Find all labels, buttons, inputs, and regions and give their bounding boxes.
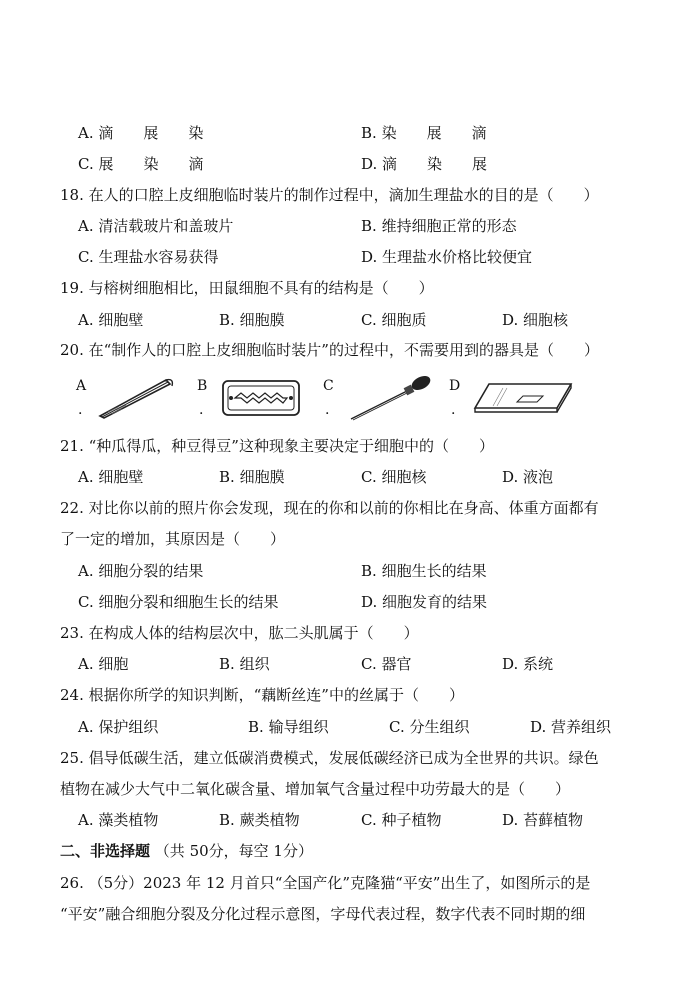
option-letter: C.	[361, 468, 377, 486]
q21-option-d	[502, 467, 553, 487]
option-text: 保护组织	[98, 718, 159, 736]
q22-option-d	[361, 592, 487, 612]
option-text: 细胞壁	[98, 468, 144, 486]
option-letter: C.	[361, 811, 377, 829]
section-title: 二、非选择题	[60, 842, 151, 860]
option-letter: D.	[502, 468, 519, 486]
option-text: 组织	[239, 655, 270, 673]
option-text: 细胞发育的结果	[382, 593, 488, 611]
q19-option-b	[219, 310, 285, 330]
q17-option-a	[78, 123, 203, 143]
q25-stem-line2: 植物在减少大气中二氧化碳含量、增加氧气含量过程中功劳最大的是（ ）	[60, 780, 571, 798]
option-letter: C	[323, 378, 334, 394]
option-letter: B.	[248, 718, 264, 736]
option-text: 生理盐水价格比较便宜	[382, 248, 533, 266]
q20-option-b	[197, 374, 312, 424]
option-letter: D.	[530, 718, 547, 736]
option-letter: D.	[502, 655, 519, 673]
option-text: 细胞分裂的结果	[98, 562, 204, 580]
option-text: 染 展 滴	[381, 124, 487, 142]
q25-option-d	[502, 810, 583, 830]
option-letter: D	[449, 378, 461, 394]
q23-stem: 23. 在构成人体的结构层次中，肱二头肌属于（ ）	[60, 624, 419, 642]
option-letter: A.	[78, 811, 94, 829]
option-text: 细胞分裂和细胞生长的结果	[98, 593, 279, 611]
q18-option-c	[78, 247, 219, 267]
option-text: 细胞质	[381, 311, 427, 329]
q20-option-c	[323, 374, 438, 424]
option-text: 种子植物	[381, 811, 442, 829]
option-text: 输导组织	[268, 718, 329, 736]
option-text: 细胞生长的结果	[381, 562, 487, 580]
q26-line1: 26. （5分）2023 年 12 月首只“全国产化”克隆猫“平安”出生了，如图所示的是	[60, 874, 591, 892]
q23-option-b	[219, 654, 270, 674]
q25-stem-line1: 25. 倡导低碳生活，建立低碳消费模式，发展低碳经济已成为全世界的共识。绿色	[60, 749, 599, 767]
q22-option-b	[361, 561, 487, 581]
option-letter: A.	[78, 562, 94, 580]
q17-option-b	[361, 123, 487, 143]
option-text: 细胞膜	[239, 311, 285, 329]
option-letter: C.	[389, 718, 405, 736]
q18-option-b	[361, 216, 517, 236]
glass-slide-icon	[473, 378, 573, 418]
q23-option-d	[502, 654, 553, 674]
option-letter: A.	[78, 217, 94, 235]
q25-option-a	[78, 810, 158, 830]
q24-option-b	[248, 717, 329, 737]
option-text: 营养组织	[551, 718, 612, 736]
option-text: 细胞核	[523, 311, 569, 329]
option-letter: A	[76, 378, 87, 394]
option-text: 系统	[523, 655, 554, 673]
option-letter: C.	[361, 311, 377, 329]
q22-option-c	[78, 592, 279, 612]
q21-option-b	[219, 467, 285, 487]
q18-option-a	[78, 216, 233, 236]
option-letter: D.	[361, 155, 378, 173]
option-letter: B.	[219, 311, 235, 329]
option-letter: D.	[361, 593, 378, 611]
option-letter: A.	[78, 311, 94, 329]
option-text: 苔藓植物	[523, 811, 584, 829]
option-letter: A.	[78, 468, 94, 486]
option-letter: A.	[78, 718, 94, 736]
razor-blade-icon	[221, 378, 301, 418]
option-text: 展 染 滴	[98, 155, 204, 173]
q25-option-b	[219, 810, 300, 830]
option-letter: B.	[361, 217, 377, 235]
section-note: （共 50分，每空 1分）	[154, 842, 313, 860]
option-text: 器官	[381, 655, 412, 673]
option-letter: D.	[502, 811, 519, 829]
q24-stem: 24. 根据你所学的知识判断，“藕断丝连”中的丝属于（ ）	[60, 686, 464, 704]
option-letter: B.	[361, 562, 377, 580]
q24-option-c	[389, 717, 470, 737]
option-letter: D.	[502, 311, 519, 329]
q21-stem: 21. “种瓜得瓜，种豆得豆”这种现象主要决定于细胞中的（ ）	[60, 437, 494, 455]
option-text: 蕨类植物	[239, 811, 300, 829]
option-text: 分生组织	[409, 718, 470, 736]
q20-stem: 20. 在“制作人的口腔上皮细胞临时装片”的过程中，不需要用到的器具是（ ）	[60, 341, 599, 359]
q23-option-a	[78, 654, 128, 674]
option-letter: C.	[78, 248, 94, 266]
q19-option-a	[78, 310, 143, 330]
q24-option-d	[530, 717, 611, 737]
option-letter: D.	[361, 248, 378, 266]
q22-stem-line1: 22. 对比你以前的照片你会发现，现在的你和以前的你相比在身高、体重方面都有	[60, 499, 599, 517]
section-header	[60, 841, 313, 861]
option-letter: C.	[78, 155, 94, 173]
q26-line2: “平安”融合细胞分裂及分化过程示意图，字母代表过程，数字代表不同时期的细	[60, 905, 586, 923]
option-text: 细胞	[98, 655, 129, 673]
option-text: 藻类植物	[98, 811, 159, 829]
option-letter: A.	[78, 124, 94, 142]
q17-option-d	[361, 154, 487, 174]
q19-option-c	[361, 310, 427, 330]
q23-option-c	[361, 654, 412, 674]
option-dot: .	[451, 402, 456, 418]
option-letter: B.	[361, 124, 377, 142]
dropper-icon	[347, 374, 437, 422]
option-letter: C.	[361, 655, 377, 673]
option-text: 滴 展 染	[98, 124, 204, 142]
option-text: 生理盐水容易获得	[98, 248, 219, 266]
q18-option-d	[361, 247, 532, 267]
option-letter: B.	[219, 655, 235, 673]
option-letter: C.	[78, 593, 94, 611]
q22-option-a	[78, 561, 203, 581]
option-text: 滴 染 展	[382, 155, 488, 173]
option-letter: B	[197, 378, 208, 394]
q22-stem-line2: 了一定的增加，其原因是（ ）	[60, 530, 286, 548]
q17-option-c	[78, 154, 204, 174]
q19-option-d	[502, 310, 568, 330]
q20-option-a	[76, 374, 186, 424]
q25-option-c	[361, 810, 442, 830]
q19-stem: 19. 与榕树细胞相比，田鼠细胞不具有的结构是（ ）	[60, 279, 434, 297]
option-letter: B.	[219, 468, 235, 486]
q18-stem: 18. 在人的口腔上皮细胞临时装片的制作过程中，滴加生理盐水的目的是（ ）	[60, 186, 599, 204]
q24-option-a	[78, 717, 158, 737]
tweezers-icon	[96, 374, 176, 422]
q21-option-c	[361, 467, 427, 487]
option-dot: .	[325, 402, 330, 418]
option-text: 维持细胞正常的形态	[381, 217, 517, 235]
q20-option-d	[449, 374, 579, 424]
q21-option-a	[78, 467, 143, 487]
option-text: 清洁载玻片和盖玻片	[98, 217, 234, 235]
option-letter: A.	[78, 655, 94, 673]
option-text: 细胞壁	[98, 311, 144, 329]
option-letter: B.	[219, 811, 235, 829]
option-dot: .	[78, 402, 83, 418]
option-text: 细胞核	[381, 468, 427, 486]
option-text: 液泡	[523, 468, 554, 486]
option-dot: .	[199, 402, 204, 418]
option-text: 细胞膜	[239, 468, 285, 486]
